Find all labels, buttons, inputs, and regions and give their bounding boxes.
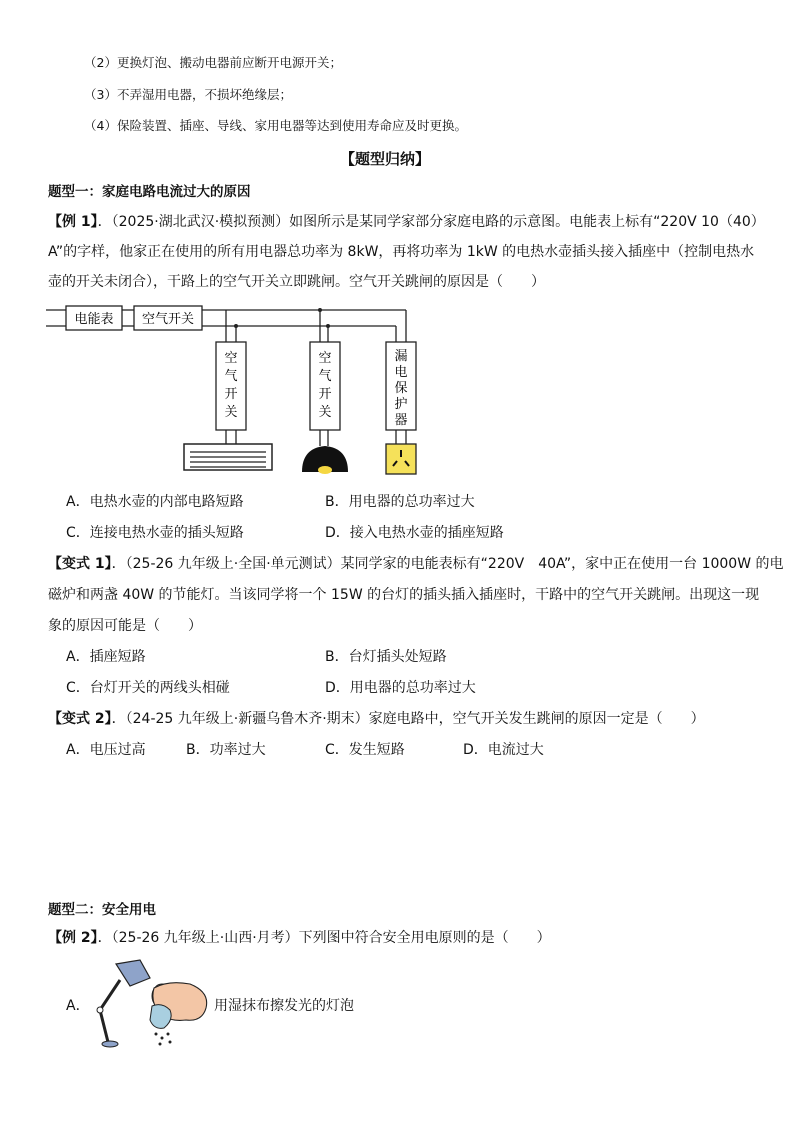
variant2-line (48, 709, 705, 729)
type2-heading: 题型二：安全用电 (48, 902, 156, 918)
example1-option-b: B．用电器的总功率过大 (325, 494, 475, 510)
main-switch-label: 空气开关 (141, 312, 195, 327)
branch1-char: 空 (224, 351, 238, 366)
variant1-line1 (48, 554, 784, 574)
branch2-char: 空 (318, 351, 332, 366)
variant2-option-d: D．电流过大 (463, 742, 544, 758)
example1-line3: 壶的开关未闭合），干路上的空气开关立即跳闸。空气开关跳闸的原因是（ ） (48, 274, 545, 290)
branch2-char: 关 (318, 405, 332, 420)
variant2-tag: 【变式 2】 (48, 711, 112, 727)
branch2-char: 气 (318, 369, 332, 384)
variant1-option-b: B．台灯插头处短路 (325, 649, 447, 665)
branch3-char: 漏 (394, 349, 408, 364)
branch1-char: 气 (224, 369, 238, 384)
variant1-line3: 象的原因可能是（ ） (48, 618, 202, 634)
variant1-tag: 【变式 1】 (48, 556, 112, 572)
example2-option-a-letter: A． (66, 998, 90, 1014)
wet-cloth-lamp-illustration (90, 958, 216, 1050)
branch3-char: 器 (394, 413, 408, 428)
example1-option-a: A．电热水壶的内部电路短路 (66, 494, 244, 510)
ceiling-lamp-icon (302, 446, 348, 474)
type1-heading: 题型一：家庭电路电流过大的原因 (48, 184, 251, 200)
branch3-char: 护 (394, 397, 408, 412)
variant1-option-c: C．台灯开关的两线头相碰 (66, 680, 230, 696)
safety-note-2: （2）更换灯泡、搬动电器前应断开电源开关； (84, 55, 342, 70)
branch1-char: 关 (224, 405, 238, 420)
branch1-char: 开 (224, 387, 238, 402)
variant2-option-a: A．电压过高 (66, 742, 146, 758)
example1-line1 (48, 212, 765, 232)
variant2-option-c: C．发生短路 (325, 742, 405, 758)
variant1-line2: 磁炉和两盏 40W 的节能灯。当该同学将一个 15W 的台灯的插头插入插座时，干路中的空气开关跳闸。出现这一现 (48, 587, 760, 603)
example2-line (48, 928, 551, 948)
section-title: 【题型归纳】 (340, 150, 431, 168)
desk-lamp-icon (97, 960, 150, 1047)
variant1-option-d: D．用电器的总功率过大 (325, 680, 476, 696)
variant1-text-1: ．（25-26 九年级上·全国·单元测试）某同学家的电能表标有“220V 40A”，家中正在使用一台 1000W 的电 (111, 556, 784, 572)
variant2-text: ．（24-25 九年级上·新疆乌鲁木齐·期末）家庭电路中，空气开关发生跳闸的原因一定是（ ） (111, 711, 705, 727)
circuit-diagram (44, 300, 424, 480)
example1-tag: 【例 1】 (48, 214, 98, 230)
branch3-char: 电 (394, 365, 408, 380)
safety-note-3: （3）不弄湿用电器，不损坏绝缘层； (84, 87, 292, 102)
example1-option-d: D．接入电热水壶的插座短路 (325, 525, 504, 541)
safety-note-4: （4）保险装置、插座、导线、家用电器等达到使用寿命应及时更换。 (84, 118, 467, 133)
branch3-char: 保 (394, 381, 408, 396)
air-conditioner-icon (184, 444, 272, 470)
socket-icon (386, 444, 416, 474)
meter-label: 电能表 (74, 312, 114, 327)
example1-text-1: ．（2025·湖北武汉·模拟预测）如图所示是某同学家部分家庭电路的示意图。电能表上标有“220V 10（40） (97, 214, 765, 230)
example2-tag: 【例 2】 (48, 930, 98, 946)
variant2-option-b: B．功率过大 (186, 742, 266, 758)
variant1-option-a: A．插座短路 (66, 649, 146, 665)
example1-option-c: C．连接电热水壶的插头短路 (66, 525, 244, 541)
example2-text: ．（25-26 九年级上·山西·月考）下列图中符合安全用电原则的是（ ） (97, 930, 551, 946)
example1-line2: A”的字样，他家正在使用的所有用电器总功率为 8kW，再将功率为 1kW 的电热水壶插头接入插座中（控制电热水 (48, 244, 755, 260)
branch2-char: 开 (318, 387, 332, 402)
hand-with-wet-cloth-icon (150, 983, 207, 1046)
example2-option-a-caption: 用湿抹布擦发光的灯泡 (214, 998, 354, 1014)
